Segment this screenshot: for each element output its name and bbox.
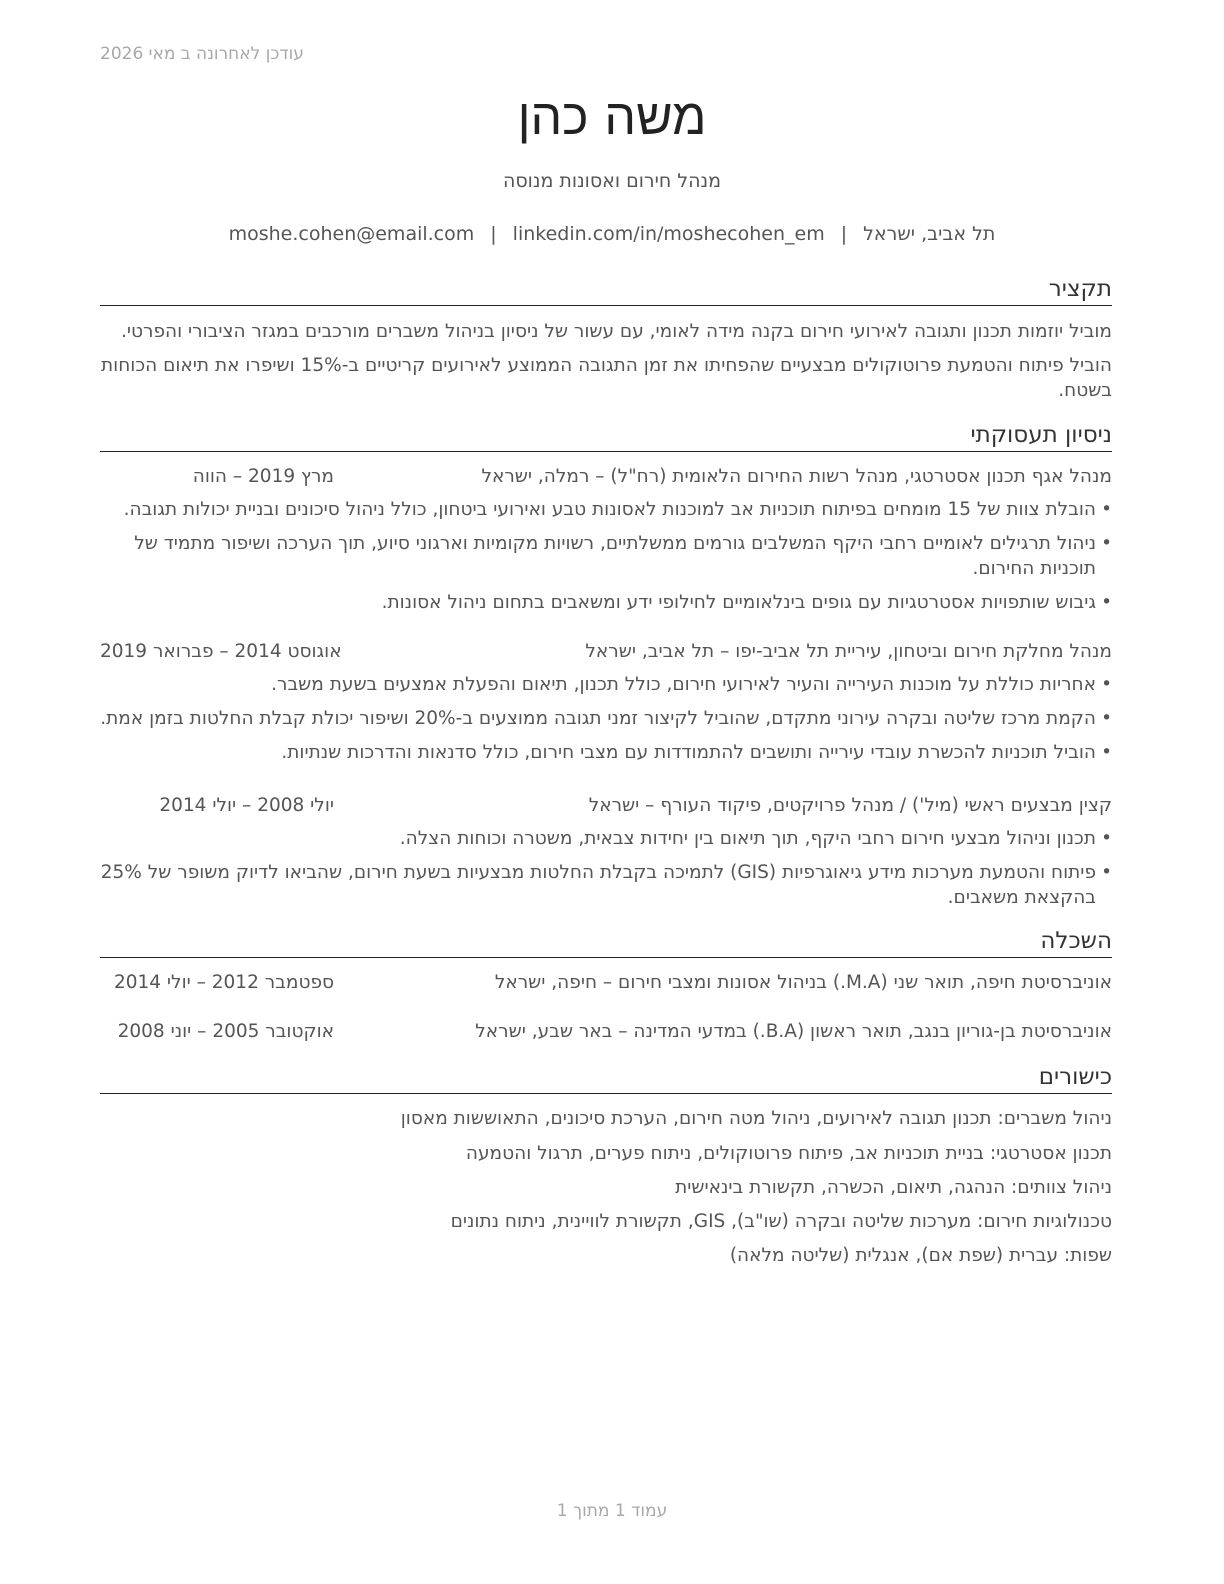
experience-heading: ניסיון תעסוקתי: [100, 421, 1112, 452]
list-item: • אחריות כוללת על מוכנות העירייה והעיר לאירועי חירום, כולל תכנון, תיאום והפעלת אמצעים בשעת משבר.: [100, 672, 1112, 697]
list-item: • גיבוש שותפויות אסטרטגיות עם גופים בינלאומיים לחילופי ידע ומשאבים בתחום ניהול אסונות.: [100, 590, 1112, 615]
education-degree: אוניברסיטת בן-גוריון בנגב, תואר ראשון (B.A.) במדעי המדינה – באר שבע, ישראל: [475, 1021, 1112, 1042]
skills-heading: כישורים: [100, 1063, 1112, 1094]
candidate-name: משה כהן: [517, 88, 707, 146]
job-dates: יולי 2008 – יולי 2014: [159, 795, 334, 816]
skill-line: ניהול צוותים: הנהגה, תיאום, הכשרה, תקשורת בינאישית: [675, 1177, 1112, 1198]
contact-separator: |: [840, 223, 848, 245]
email-link[interactable]: moshe.cohen@email.com: [228, 223, 475, 245]
education-degree: אוניברסיטת חיפה, תואר שני (M.A.) בניהול אסונות ומצבי חירום – חיפה, ישראל: [494, 972, 1112, 993]
job-dates: אוגוסט 2014 – פברואר 2019: [100, 641, 342, 662]
job-header: [100, 641, 1112, 667]
job-role: מנהל אגף תכנון אסטרטגי, מנהל רשות החירום הלאומית (רח"ל) – רמלה, ישראל: [481, 466, 1112, 487]
summary-heading: תקציר: [100, 275, 1112, 306]
skill-line: טכנולוגיות חירום: מערכות שליטה ובקרה (שו"ב), GIS, תקשורת לוויינית, ניתוח נתונים: [450, 1211, 1112, 1232]
page-number: עמוד 1 מתוך 1: [556, 1501, 668, 1521]
contact-line: [0, 223, 1224, 245]
education-item: [100, 972, 1112, 998]
job-bullets: [100, 826, 1112, 919]
skill-line: תכנון אסטרטגי: בניית תוכניות אב, פיתוח פרוטוקולים, ניתוח פערים, תרגול והטמעה: [465, 1143, 1112, 1164]
summary-paragraph: מוביל יוזמות תכנון ותגובה לאירועי חירום בקנה מידה לאומי, עם עשור של ניסיון בניהול משברים מורכבים במגזר הציבורי והפרטי.: [121, 321, 1112, 342]
skill-line: ניהול משברים: תכנון תגובה לאירועים, ניהול מטה חירום, הערכת סיכונים, התאוששות מאסון: [400, 1108, 1112, 1129]
candidate-title: מנהל חירום ואסונות מנוסה: [502, 170, 722, 192]
list-item: • הוביל תוכניות להכשרת עובדי עירייה ותושבים להתמודדות עם מצבי חירום, כולל סדנאות והדרכות שנתיות.: [100, 740, 1112, 765]
summary-paragraph: הוביל פיתוח והטמעת פרוטוקולים מבצעיים שהפחיתו את זמן התגובה הממוצע לאירועים קריטיים ב-15% ושיפרו את תיאום הכוחות בשטח.: [101, 355, 1112, 401]
last-updated: עודכן לאחרונה ב מאי 2026: [100, 44, 304, 64]
education-heading: השכלה: [100, 927, 1112, 958]
job-bullets: [100, 672, 1112, 774]
education-dates: ספטמבר 2012 – יולי 2014: [113, 972, 334, 993]
education-item: [100, 1021, 1112, 1047]
job-role: מנהל מחלקת חירום וביטחון, עיריית תל אביב-יפו – תל אביב, ישראל: [585, 641, 1112, 662]
job-dates: מרץ 2019 – הווה: [192, 466, 334, 487]
job-bullets: [100, 497, 1112, 624]
job-role: קצין מבצעים ראשי (מיל') / מנהל פרויקטים, פיקוד העורף – ישראל: [588, 795, 1112, 816]
skill-line: שפות: עברית (שפת אם), אנגלית (שליטה מלאה): [729, 1245, 1112, 1266]
list-item: • הקמת מרכז שליטה ובקרה עירוני מתקדם, שהוביל לקיצור זמני תגובה ממוצעים ב-20% ושיפור יכולת קבלת החלטות בזמן אמת.: [100, 706, 1112, 731]
location-text: תל אביב, ישראל: [863, 223, 996, 245]
list-item: • ניהול תרגילים לאומיים רחבי היקף המשלבים גורמים ממשלתיים, רשויות מקומיות וארגוני סיוע, תוך הערכה ושיפור מתמיד של תוכניות החירום.: [100, 531, 1112, 581]
linkedin-link[interactable]: linkedin.com/in/moshecohen_em: [512, 223, 825, 245]
list-item: • תכנון וניהול מבצעי חירום רחבי היקף, תוך תיאום בין יחידות צבאית, משטרה וכוחות הצלה.: [100, 826, 1112, 851]
list-item: • פיתוח והטמעת מערכות מידע גיאוגרפיות (GIS) לתמיכה בקבלת החלטות מבצעיות בשעת חירום, שהביאו לדיוק משופר של 25% בהקצאת משאבים.: [100, 860, 1112, 910]
education-dates: אוקטובר 2005 – יוני 2008: [117, 1021, 334, 1042]
job-header: [100, 795, 1112, 821]
contact-separator: |: [490, 223, 497, 245]
job-header: [100, 466, 1112, 492]
list-item: • הובלת צוות של 15 מומחים בפיתוח תוכניות אב למוכנות לאסונות טבע ואירועי ביטחון, כולל ניהול סיכונים ובניית יכולות תגובה.: [100, 497, 1112, 522]
